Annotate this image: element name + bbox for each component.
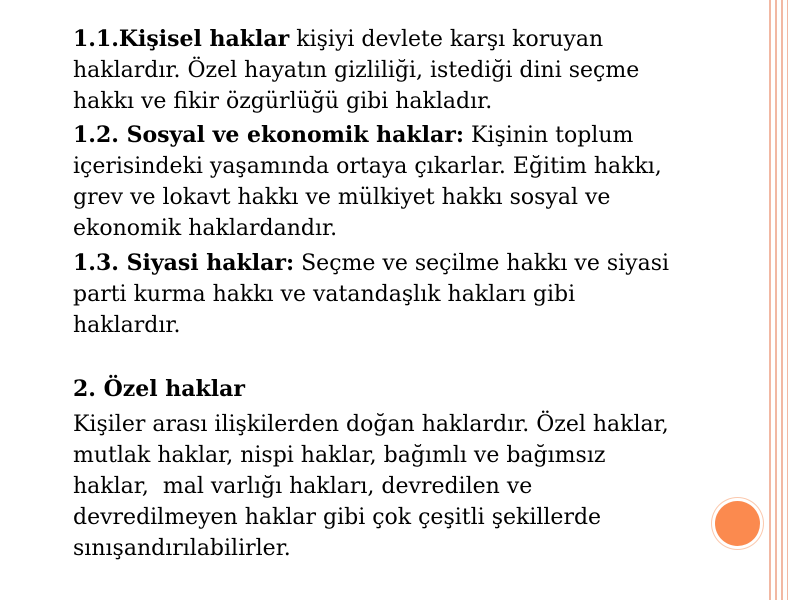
text-line: içerisindeki yaşamında ortaya çıkarlar. Eğitim hakkı, — [73, 154, 662, 179]
text-line: Kişinin toplum — [463, 123, 634, 148]
heading-personal-rights: 1.1.Kişisel haklar — [73, 26, 290, 52]
text-line: sınışandırılabilirler. — [73, 536, 291, 561]
text-line: haklardır. Özel hayatın gizliliği, istediği dini seçme — [73, 58, 640, 83]
text-line: grev ve lokavt hakkı ve mülkiyet hakkı sosyal ve — [73, 185, 611, 210]
heading-private-rights-text: 2. Özel haklar — [73, 376, 245, 402]
text-line: hakkı ve fikir özgürlüğü gibi hakladır. — [73, 89, 493, 114]
paragraph-personal-rights — [73, 24, 763, 117]
paragraph-political-rights — [73, 248, 763, 341]
text-line: devredilmeyen haklar gibi çok çeşitli şekillerde — [73, 505, 602, 530]
decorative-rule — [775, 0, 777, 600]
slide-body — [73, 24, 763, 564]
heading-social-economic-rights: 1.2. Sosyal ve ekonomik haklar: — [73, 122, 464, 148]
paragraph-private-rights — [73, 409, 763, 564]
text-line: Seçme ve seçilme hakkı ve siyasi — [294, 251, 670, 276]
text-line: mutlak haklar, nispi haklar, bağımlı ve bağımsız — [73, 443, 606, 468]
heading-political-rights: 1.3. Siyasi haklar: — [73, 250, 295, 276]
text-line: haklardır. — [73, 313, 181, 338]
text-line: Kişiler arası ilişkilerden doğan haklardır. Özel haklar, — [73, 412, 669, 437]
text-line: haklar, mal varlığı hakları, devredilen ve — [73, 474, 533, 499]
text-line: parti kurma hakkı ve vatandaşlık hakları gibi — [73, 282, 576, 307]
paragraph-social-economic-rights — [73, 120, 763, 244]
heading-private-rights — [73, 374, 763, 405]
text-line: ekonomik haklardandır. — [73, 216, 338, 241]
text-line: kişiyi devlete karşı koruyan — [289, 27, 604, 52]
decorative-rule — [769, 0, 771, 600]
decorative-rule — [781, 0, 783, 600]
decorative-rule — [787, 0, 788, 600]
